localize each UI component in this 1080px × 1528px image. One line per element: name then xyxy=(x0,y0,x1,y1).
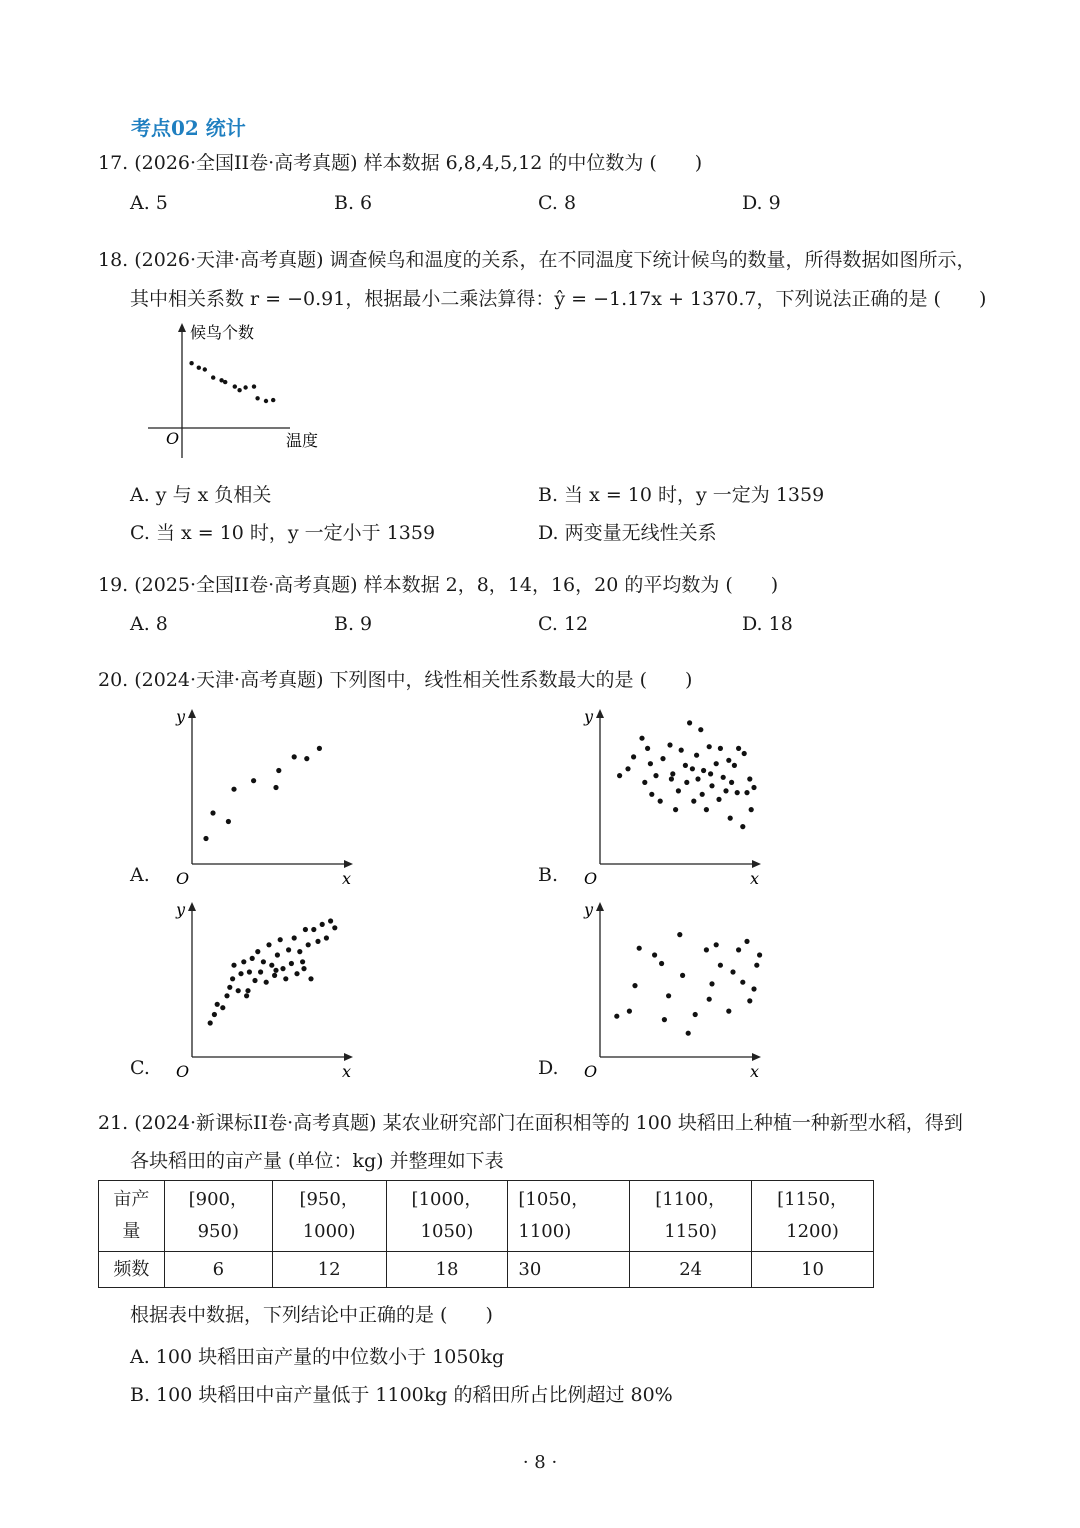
data-point xyxy=(215,1002,220,1007)
x-axis-arrow xyxy=(752,1053,761,1061)
data-point xyxy=(645,746,650,751)
data-point xyxy=(714,761,719,766)
q19-option-b: B. 9 xyxy=(334,613,373,635)
table-frequency-cell: 30 xyxy=(508,1252,630,1288)
data-point xyxy=(273,968,278,973)
y-axis-arrow xyxy=(596,709,604,718)
data-point xyxy=(744,939,749,944)
data-point xyxy=(736,947,741,952)
data-point xyxy=(294,971,299,976)
y-axis-label: y xyxy=(176,707,186,726)
q18-data-point xyxy=(211,375,215,379)
q17-stem: 17. (2026·全国II卷·高考真题) 样本数据 6,8,4,5,12 的中位数为 ( ) xyxy=(98,152,703,174)
data-point xyxy=(292,935,297,940)
q20-scatter-plot-d xyxy=(578,893,778,1083)
data-point xyxy=(667,742,672,747)
q21-stem-line2: 各块稻田的亩产量 (单位：kg) 并整理如下表 xyxy=(130,1150,504,1172)
x-axis-label: x xyxy=(342,869,352,888)
data-point xyxy=(747,998,752,1003)
data-point xyxy=(212,1012,217,1017)
data-point xyxy=(301,966,306,971)
data-point xyxy=(332,925,337,930)
table-interval-cell: [1100， 1150) xyxy=(630,1181,752,1252)
table-frequency-cell: 12 xyxy=(272,1252,386,1288)
q20-scatter-plot-c xyxy=(170,893,370,1083)
data-point xyxy=(666,993,671,998)
data-point xyxy=(740,980,745,985)
data-point xyxy=(614,1014,619,1019)
data-point xyxy=(704,947,709,952)
data-point xyxy=(238,971,243,976)
data-point xyxy=(236,988,241,993)
q18-xlabel: 温度 xyxy=(286,431,319,450)
data-point xyxy=(303,927,308,932)
data-point xyxy=(247,969,252,974)
x-axis-label: x xyxy=(750,869,760,888)
data-point xyxy=(231,787,236,792)
q18-data-point xyxy=(264,399,268,403)
data-point xyxy=(714,942,719,947)
data-point xyxy=(208,1020,213,1025)
data-point xyxy=(286,947,291,952)
data-point xyxy=(677,932,682,937)
data-point xyxy=(264,980,269,985)
data-point xyxy=(637,946,642,951)
q18-data-point xyxy=(271,398,275,402)
data-point xyxy=(244,993,249,998)
data-point xyxy=(659,961,664,966)
table-interval-cell: [900，950) xyxy=(164,1181,272,1252)
table-interval-cell: [1150， 1200) xyxy=(752,1181,874,1252)
q20-label-c: C. xyxy=(130,1057,150,1079)
q21-option-b: B. 100 块稻田中亩产量低于 1100kg 的稻田所占比例超过 80% xyxy=(130,1384,673,1406)
data-point xyxy=(255,949,260,954)
data-point xyxy=(716,797,721,802)
page-number: · 8 · xyxy=(522,1452,558,1473)
data-point xyxy=(694,753,699,758)
data-point xyxy=(691,799,696,804)
data-point xyxy=(203,836,208,841)
table-interval-cell: [1000， 1050) xyxy=(386,1181,508,1252)
data-point xyxy=(251,778,256,783)
q18-option-c: C. 当 x = 10 时，y 一定小于 1359 xyxy=(130,522,436,544)
data-point xyxy=(673,807,678,812)
data-point xyxy=(676,788,681,793)
q20-scatter-plot-a xyxy=(170,700,370,890)
q18-y-arrow xyxy=(178,323,186,332)
data-point xyxy=(698,727,703,732)
x-axis-arrow xyxy=(344,1053,353,1061)
data-point xyxy=(670,771,675,776)
q17-option-a: A. 5 xyxy=(130,192,168,214)
table-frequency-cell: 6 xyxy=(164,1252,272,1288)
data-point xyxy=(280,966,285,971)
data-point xyxy=(662,1017,667,1022)
data-point xyxy=(311,927,316,932)
q17-option-c: C. 8 xyxy=(538,192,577,214)
data-point xyxy=(726,1009,731,1014)
q18-stem-line2: 其中相关系数 r = −0.91，根据最小二乘法算得：ŷ = −1.17x + 1370.7，下列说法正确的是 ( ) xyxy=(130,288,987,310)
data-point xyxy=(227,985,232,990)
data-point xyxy=(632,983,637,988)
data-point xyxy=(708,771,713,776)
data-point xyxy=(220,1005,225,1010)
q19-stem: 19. (2025·全国II卷·高考真题) 样本数据 2，8，14，16，20 的平均数为 ( ) xyxy=(98,574,779,596)
q18-data-point xyxy=(237,388,241,392)
data-point xyxy=(292,754,297,759)
data-point xyxy=(695,776,700,781)
data-point xyxy=(625,766,630,771)
y-axis-arrow xyxy=(596,902,604,911)
data-point xyxy=(683,763,688,768)
section-title: 考点02 统计 xyxy=(131,116,246,140)
data-point xyxy=(231,963,236,968)
data-point xyxy=(751,785,756,790)
x-axis-arrow xyxy=(752,860,761,868)
data-point xyxy=(736,746,741,751)
data-point xyxy=(679,748,684,753)
origin-label: O xyxy=(584,1062,598,1081)
q18-option-b: B. 当 x = 10 时，y 一定为 1359 xyxy=(538,484,825,506)
q21-prompt: 根据表中数据，下列结论中正确的是 ( ) xyxy=(130,1304,493,1326)
data-point xyxy=(230,976,235,981)
q18-data-point xyxy=(197,366,201,370)
data-point xyxy=(718,746,723,751)
data-point xyxy=(726,758,731,763)
data-point xyxy=(308,976,313,981)
data-point xyxy=(687,720,692,725)
data-point xyxy=(744,790,749,795)
q18-data-point xyxy=(252,384,256,388)
q18-ylabel: 候鸟个数 xyxy=(190,323,255,342)
data-point xyxy=(660,756,665,761)
data-point xyxy=(304,756,309,761)
data-point xyxy=(639,736,644,741)
data-point xyxy=(669,776,674,781)
data-point xyxy=(269,963,274,968)
data-point xyxy=(210,810,215,815)
data-point xyxy=(252,978,257,983)
data-point xyxy=(241,959,246,964)
data-point xyxy=(289,961,294,966)
data-point xyxy=(707,997,712,1002)
q17-option-d: D. 9 xyxy=(742,192,781,214)
q19-option-a: A. 8 xyxy=(130,613,168,635)
data-point xyxy=(266,942,271,947)
data-point xyxy=(283,976,288,981)
origin-label: O xyxy=(584,869,598,888)
data-point xyxy=(749,807,754,812)
data-point xyxy=(617,773,622,778)
data-point xyxy=(658,799,663,804)
table-row xyxy=(99,1252,874,1288)
data-point xyxy=(723,788,728,793)
table-frequency-cell: 24 xyxy=(630,1252,752,1288)
q21-option-a: A. 100 块稻田亩产量的中位数小于 1050kg xyxy=(130,1346,505,1368)
data-point xyxy=(652,952,657,957)
data-point xyxy=(704,807,709,812)
data-point xyxy=(317,746,322,751)
data-point xyxy=(735,790,740,795)
y-axis-arrow xyxy=(188,709,196,718)
q18-data-point xyxy=(223,380,227,384)
y-axis-label: y xyxy=(176,900,186,919)
x-axis-label: x xyxy=(750,1062,760,1081)
q18-data-point xyxy=(233,384,237,388)
data-point xyxy=(742,751,747,756)
data-point xyxy=(709,981,714,986)
data-point xyxy=(258,969,263,974)
q18-stem-line1: 18. (2026·天津·高考真题) 调查候鸟和温度的关系，在不同温度下统计候鸟的数量，所得数据如图所示， xyxy=(98,249,976,271)
data-point xyxy=(729,780,734,785)
q21-stem-line1: 21. (2024·新课标II卷·高考真题) 某农业研究部门在面积相等的 100 块稻田上种植一种新型水稻，得到 xyxy=(98,1112,963,1134)
q18-scatter-figure xyxy=(140,318,360,468)
data-point xyxy=(245,988,250,993)
data-point xyxy=(754,963,759,968)
data-point xyxy=(732,763,737,768)
q20-stem: 20. (2024·天津·高考真题) 下列图中，线性相关性系数最大的是 ( ) xyxy=(98,669,693,691)
data-point xyxy=(300,959,305,964)
q18-data-point xyxy=(243,385,247,389)
origin-label: O xyxy=(176,1062,190,1081)
q18-option-a: A. y 与 x 负相关 xyxy=(130,484,272,506)
table-frequency-cell: 18 xyxy=(386,1252,508,1288)
table-header-yield: 亩产 量 xyxy=(99,1181,165,1252)
x-axis-label: x xyxy=(342,1062,352,1081)
y-axis-label: y xyxy=(584,900,594,919)
table-interval-cell: [950， 1000) xyxy=(272,1181,386,1252)
data-point xyxy=(728,816,733,821)
data-point xyxy=(653,773,658,778)
data-point xyxy=(250,956,255,961)
data-point xyxy=(707,744,712,749)
q18-origin: O xyxy=(166,429,180,448)
data-point xyxy=(730,969,735,974)
data-point xyxy=(690,766,695,771)
q21-yield-table xyxy=(98,1180,874,1288)
q20-label-a: A. xyxy=(130,864,150,886)
data-point xyxy=(680,973,685,978)
data-point xyxy=(642,780,647,785)
table-interval-cell: [1050， 1100) xyxy=(508,1181,630,1252)
q18-option-d: D. 两变量无线性关系 xyxy=(538,522,717,544)
x-axis-arrow xyxy=(344,860,353,868)
table-row xyxy=(99,1181,874,1252)
data-point xyxy=(306,942,311,947)
data-point xyxy=(740,824,745,829)
data-point xyxy=(226,819,231,824)
q17-option-b: B. 6 xyxy=(334,192,373,214)
data-point xyxy=(709,783,714,788)
y-axis-arrow xyxy=(188,902,196,911)
data-point xyxy=(686,1031,691,1036)
table-header-frequency: 频数 xyxy=(99,1252,165,1288)
data-point xyxy=(701,768,706,773)
q18-data-point xyxy=(203,367,207,371)
data-point xyxy=(328,918,333,923)
data-point xyxy=(224,993,229,998)
data-point xyxy=(757,952,762,957)
q18-data-point xyxy=(255,396,259,400)
data-point xyxy=(315,939,320,944)
data-point xyxy=(751,986,756,991)
data-point xyxy=(700,792,705,797)
data-point xyxy=(648,761,653,766)
data-point xyxy=(297,949,302,954)
q19-option-c: C. 12 xyxy=(538,613,589,635)
data-point xyxy=(320,922,325,927)
q18-data-point xyxy=(189,361,193,365)
q20-label-d: D. xyxy=(538,1057,559,1079)
data-point xyxy=(272,973,277,978)
q20-scatter-plot-b xyxy=(578,700,778,890)
data-point xyxy=(684,780,689,785)
data-point xyxy=(261,959,266,964)
data-point xyxy=(278,937,283,942)
table-frequency-cell: 10 xyxy=(752,1252,874,1288)
data-point xyxy=(324,935,329,940)
q20-label-b: B. xyxy=(538,864,559,886)
data-point xyxy=(631,754,636,759)
data-point xyxy=(275,952,280,957)
data-point xyxy=(273,785,278,790)
y-axis-label: y xyxy=(584,707,594,726)
data-point xyxy=(721,775,726,780)
q19-option-d: D. 18 xyxy=(742,613,793,635)
data-point xyxy=(627,1009,632,1014)
data-point xyxy=(276,768,281,773)
data-point xyxy=(718,963,723,968)
origin-label: O xyxy=(176,869,190,888)
data-point xyxy=(693,1012,698,1017)
data-point xyxy=(747,776,752,781)
data-point xyxy=(649,792,654,797)
